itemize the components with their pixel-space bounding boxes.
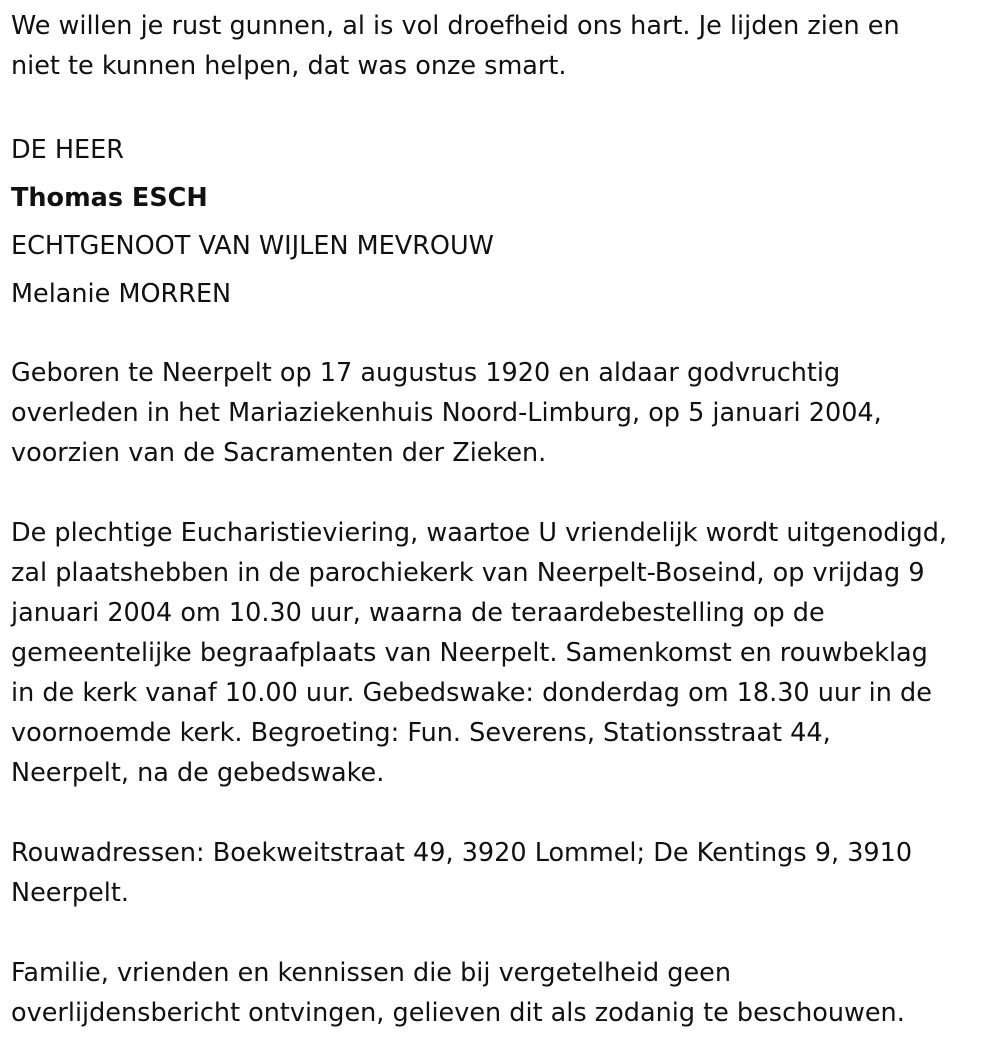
ceremony-line: Neerpelt, na de gebedswake. xyxy=(11,758,385,788)
obituary-notice xyxy=(11,6,996,1033)
quote-line: niet te kunnen helpen, dat was onze smart. xyxy=(11,51,567,81)
birth-death-line: voorzien van de Sacramenten der Zieken. xyxy=(11,438,547,468)
address-line: Neerpelt. xyxy=(11,878,129,908)
ceremony-paragraph xyxy=(11,513,996,793)
closing-line: overlijdensbericht ontvingen, gelieven dit als zodanig te beschouwen. xyxy=(11,998,905,1028)
spacer xyxy=(11,793,996,833)
ceremony-line: januari 2004 om 10.30 uur, waarna de teraardebestelling op de xyxy=(11,598,825,628)
relation-line: ECHTGENOOT VAN WIJLEN MEVROUW xyxy=(11,231,494,261)
ceremony-line: in de kerk vanaf 10.00 uur. Gebedswake: donderdag om 18.30 uur in de xyxy=(11,678,932,708)
closing-line: Familie, vrienden en kennissen die bij vergetelheid geen xyxy=(11,958,731,988)
addresses-paragraph xyxy=(11,833,996,913)
address-line: Rouwadressen: Boekweitstraat 49, 3920 Lommel; De Kentings 9, 3910 xyxy=(11,838,913,868)
birth-death-line: overleden in het Mariaziekenhuis Noord-Limburg, op 5 januari 2004, xyxy=(11,398,882,428)
deceased-block xyxy=(11,126,996,318)
ceremony-line: gemeentelijke begraafplaats van Neerpelt. Samenkomst en rouwbeklag xyxy=(11,638,928,668)
honorific-title: DE HEER xyxy=(11,135,124,165)
quote-line: We willen je rust gunnen, al is vol droefheid ons hart. Je lijden zien en xyxy=(11,11,900,41)
spacer xyxy=(11,86,996,126)
ceremony-line: zal plaatshebben in de parochiekerk van Neerpelt-Boseind, op vrijdag 9 xyxy=(11,558,925,588)
closing-paragraph xyxy=(11,953,996,1033)
birth-death-paragraph xyxy=(11,353,996,473)
spouse-name: Melanie MORREN xyxy=(11,279,232,309)
ceremony-line: De plechtige Eucharistieviering, waartoe U vriendelijk wordt uitgenodigd, xyxy=(11,518,948,548)
deceased-name: Thomas ESCH xyxy=(11,183,208,213)
birth-death-line: Geboren te Neerpelt op 17 augustus 1920 en aldaar godvruchtig xyxy=(11,358,841,388)
spacer xyxy=(11,913,996,953)
spacer xyxy=(11,473,996,513)
spacer xyxy=(11,318,996,353)
ceremony-line: voornoemde kerk. Begroeting: Fun. Severens, Stationsstraat 44, xyxy=(11,718,831,748)
opening-quote xyxy=(11,6,996,86)
